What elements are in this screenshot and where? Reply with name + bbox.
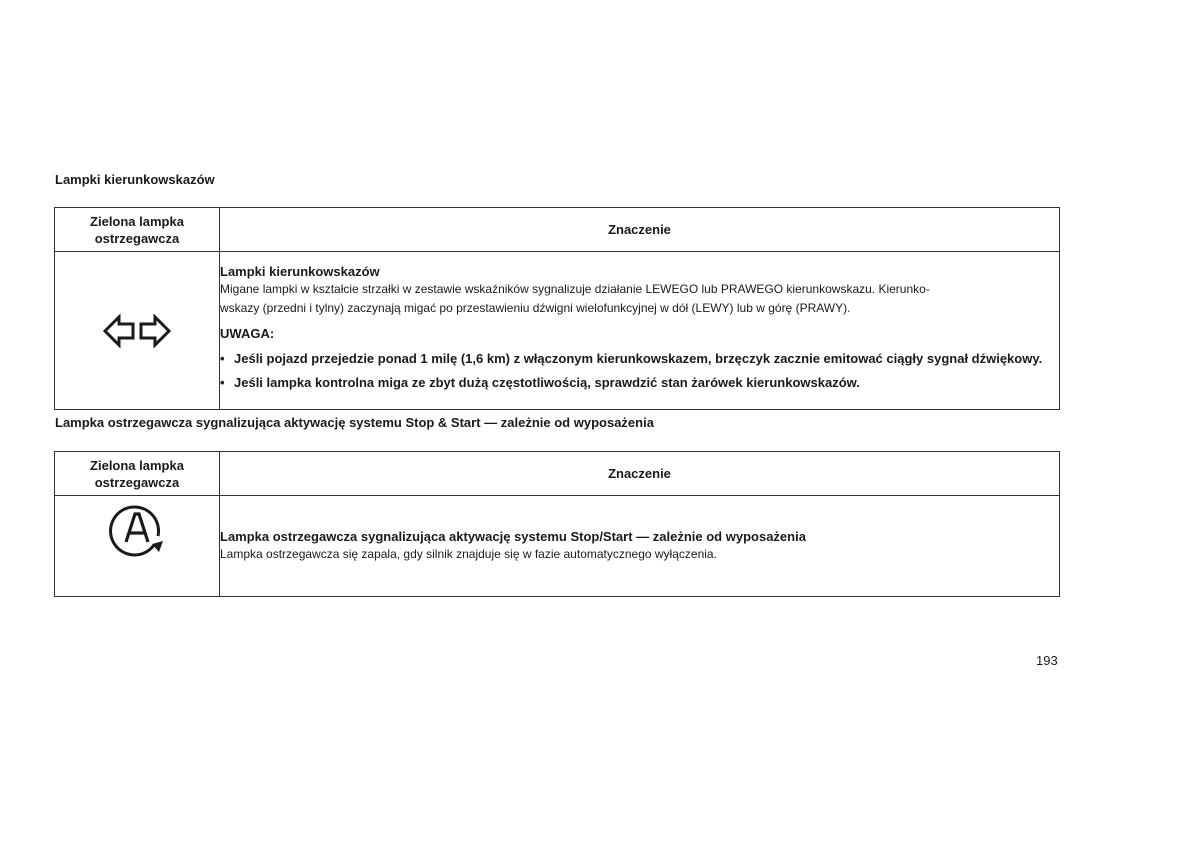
header-meaning: Znaczenie (220, 452, 1060, 496)
header-meaning: Znaczenie (220, 208, 1060, 252)
note-list (220, 349, 1059, 392)
table-header-row (55, 208, 1060, 252)
row-text-line1: Migane lampki w kształcie strzałki w zestawie wskaźników sygnalizuje działanie LEWEGO lub PRAWEGO kierunkowskazu. Kierunko- (220, 282, 930, 296)
meaning-cell (220, 252, 1060, 410)
table-header-row (55, 452, 1060, 496)
icon-cell (55, 496, 220, 597)
header-green-lamp: Zielona lampka ostrzegawcza (55, 452, 220, 496)
section-heading-turn-signals: Lampki kierunkowskazów (55, 172, 215, 187)
meaning-cell (220, 496, 1060, 597)
table-row (55, 252, 1060, 410)
list-item: • Jeśli pojazd przejedzie ponad 1 milę (1,6 km) z włączonym kierunkowskazem, brzęczyk zacznie emitować ciągły sygnał dźwiękowy. (220, 349, 1059, 368)
row-text: Lampka ostrzegawcza się zapala, gdy silnik znajduje się w fazie automatycznego wyłączenia. (220, 546, 717, 561)
row-title: Lampki kierunkowskazów (220, 264, 380, 279)
row-text-line2: wskazy (przedni i tylny) zaczynają migać po przestawieniu dźwigni wielofunkcyjnej w dół (LEWY) lub w górę (PRAWY). (220, 301, 851, 315)
list-item: • Jeśli lampka kontrolna miga ze zbyt dużą częstotliwością, sprawdzić stan żarówek kierunkowskazów. (220, 373, 1059, 392)
turn-signal-table (54, 207, 1060, 410)
page-number: 193 (1036, 653, 1058, 668)
icon-cell (55, 252, 220, 410)
stop-start-table (54, 451, 1060, 597)
header-green-lamp: Zielona lampka ostrzegawcza (55, 208, 220, 252)
note-label: UWAGA: (220, 326, 275, 341)
section-heading-stop-start: Lampka ostrzegawcza sygnalizująca aktywację systemu Stop & Start — zależnie od wyposażenia (55, 415, 654, 430)
turn-signal-arrows-icon (102, 309, 172, 353)
table-row (55, 496, 1060, 597)
row-title: Lampka ostrzegawcza sygnalizująca aktywację systemu Stop/Start — zależnie od wyposażenia (220, 528, 806, 544)
stop-start-auto-icon (105, 502, 169, 558)
